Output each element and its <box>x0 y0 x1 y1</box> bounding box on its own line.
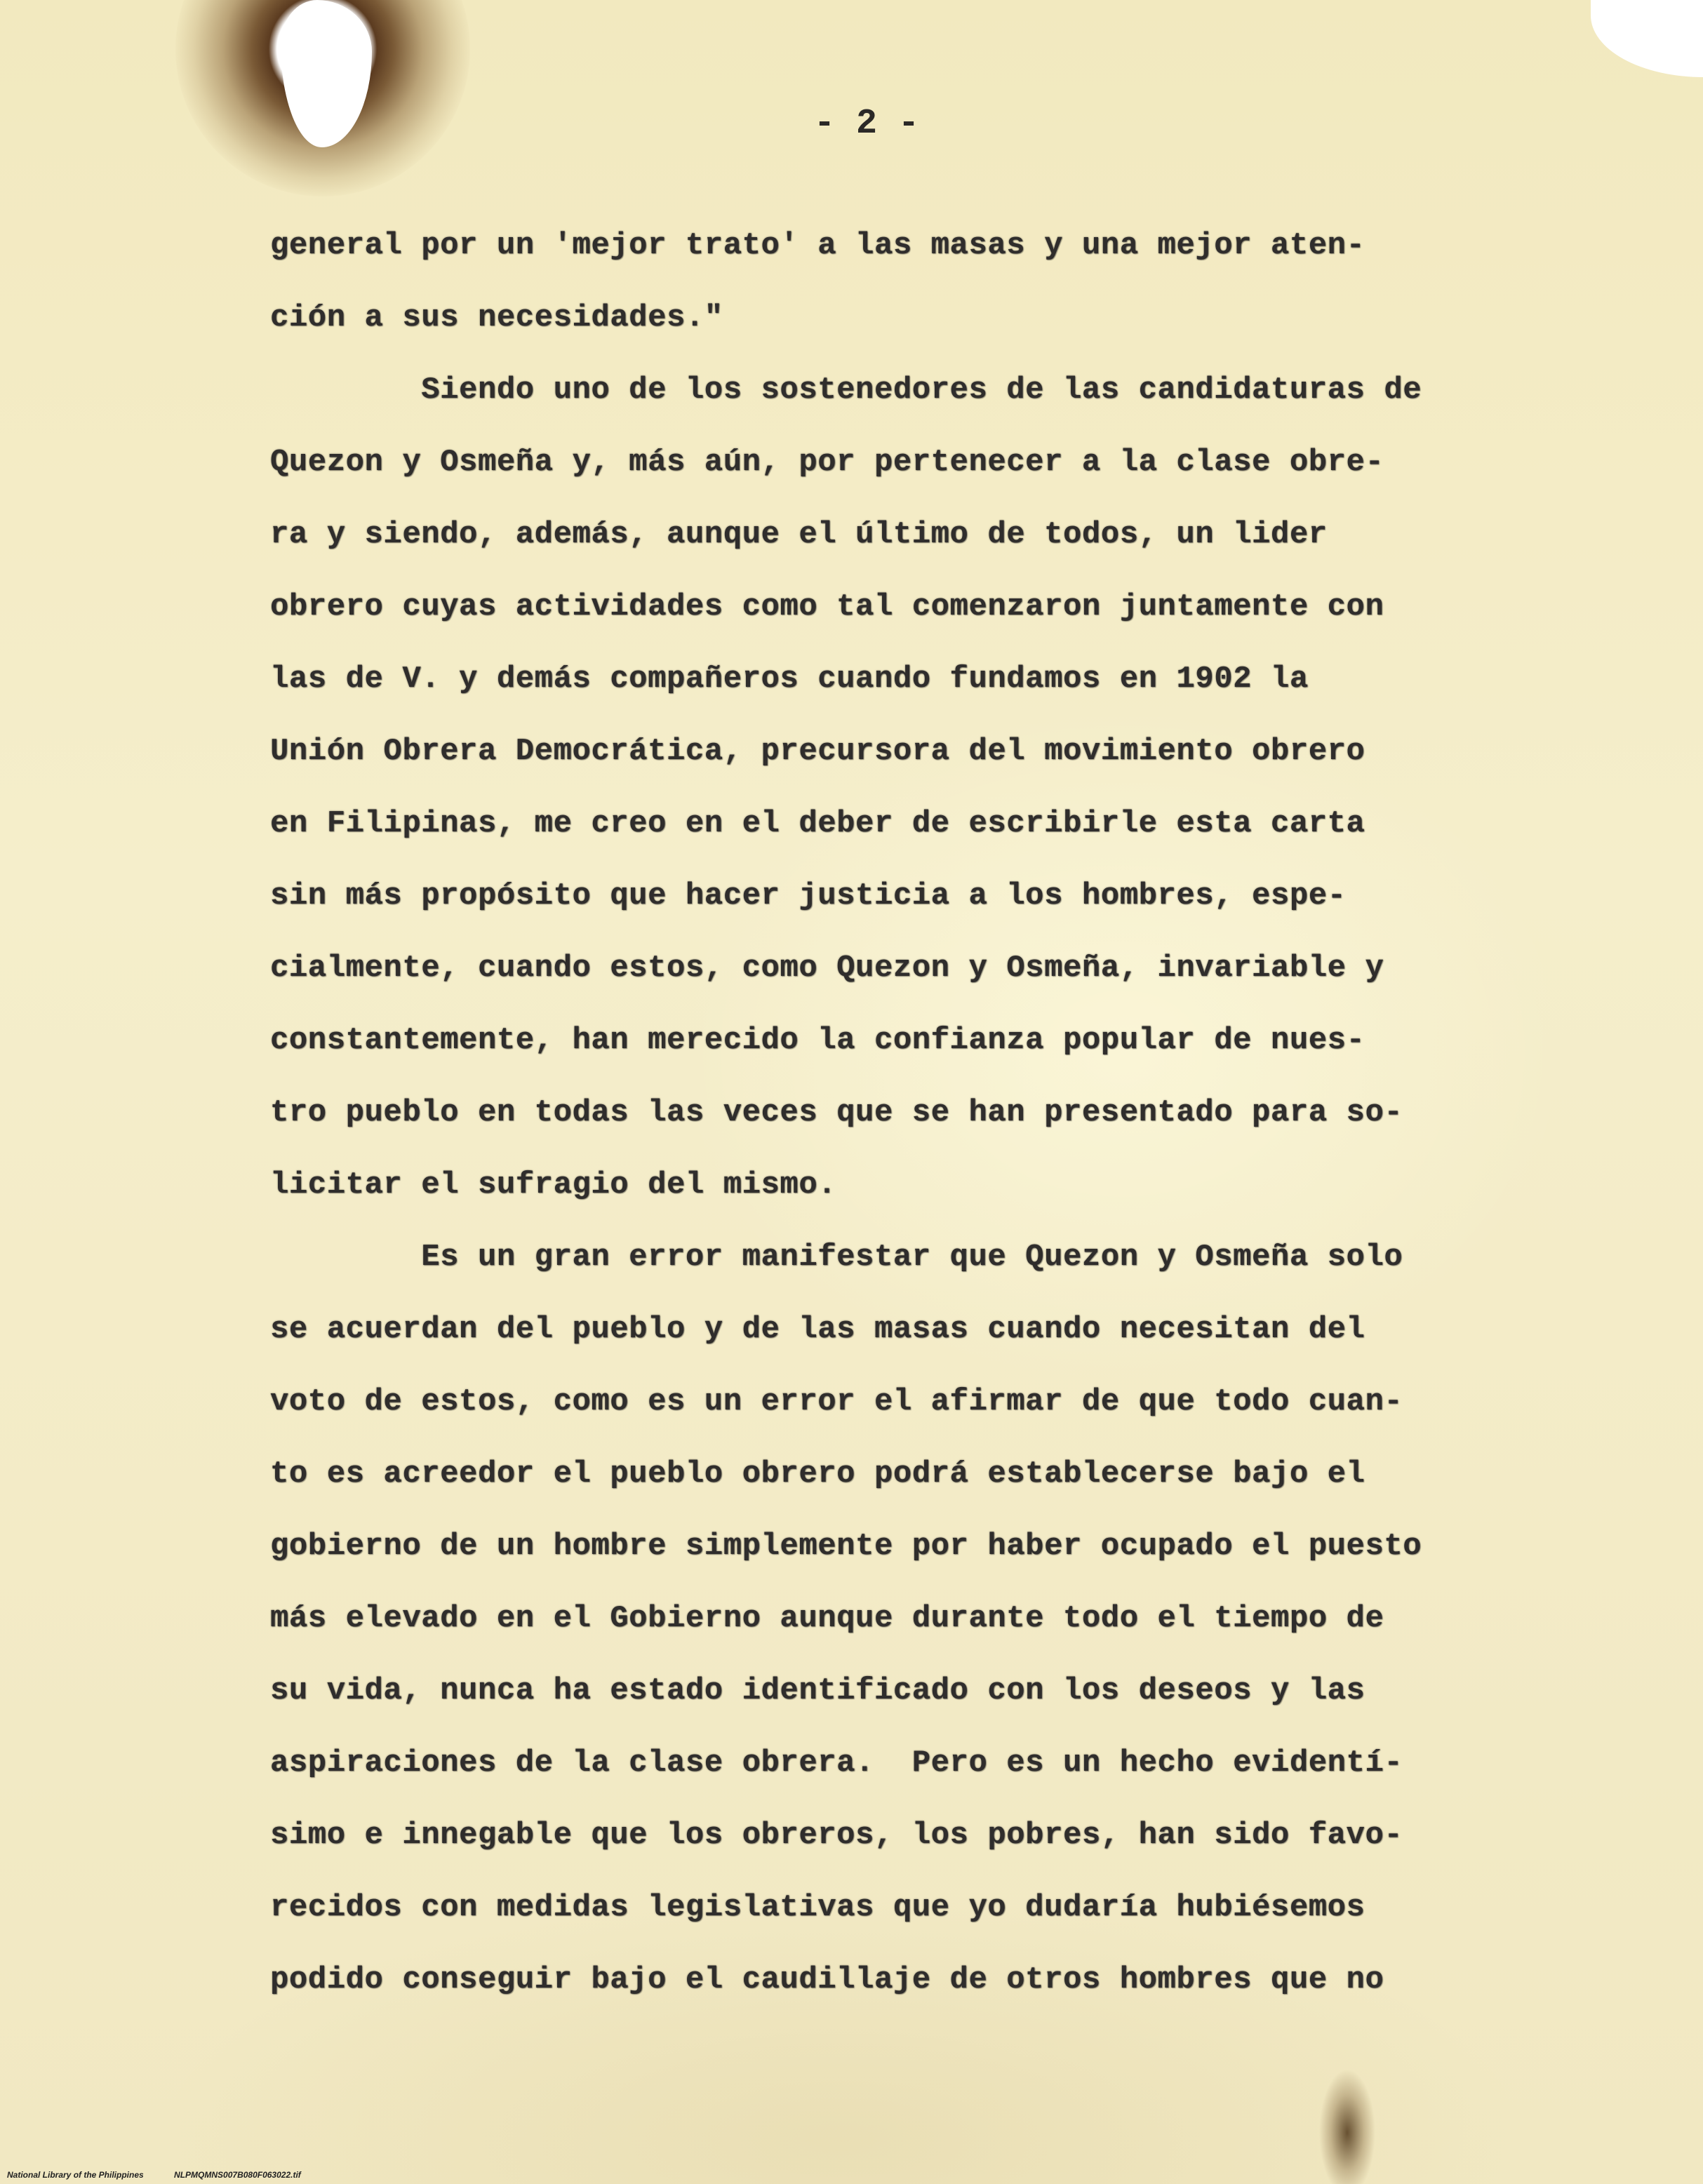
footer-file-id: NLPMQMNS007B080F063022.tif <box>174 2170 301 2180</box>
page-number: - 2 - <box>813 104 920 144</box>
footer-library: National Library of the Philippines <box>7 2170 144 2180</box>
text-line: to es acreedor el pueblo obrero podrá establecerse bajo el <box>270 1456 1365 1492</box>
torn-corner <box>1591 0 1703 77</box>
text-line: más elevado en el Gobierno aunque durante todo el tiempo de <box>270 1601 1384 1636</box>
text-line: Es un gran error manifestar que Quezon y Osmeña solo <box>270 1240 1403 1275</box>
archive-footer <box>7 2170 301 2180</box>
text-line: ra y siendo, además, aunque el último de todos, un lider <box>270 517 1328 552</box>
text-line: simo e innegable que los obreros, los pobres, han sido favo- <box>270 1818 1403 1853</box>
text-line: Unión Obrera Democrática, precursora del movimiento obrero <box>270 734 1365 769</box>
text-line: sin más propósito que hacer justicia a los hombres, espe- <box>270 878 1347 913</box>
stain-mark <box>1305 2056 1389 2184</box>
text-line: constantemente, han merecido la confianza popular de nues- <box>270 1023 1365 1058</box>
text-line: Quezon y Osmeña y, más aún, por pertenecer a la clase obre- <box>270 445 1384 480</box>
text-line: voto de estos, como es un error el afirmar de que todo cuan- <box>270 1384 1403 1419</box>
text-line: recidos con medidas legislativas que yo dudaría hubiésemos <box>270 1890 1365 1925</box>
text-line: aspiraciones de la clase obrera. Pero es un hecho evidentí- <box>270 1746 1403 1781</box>
text-line: obrero cuyas actividades como tal comenzaron juntamente con <box>270 589 1384 624</box>
text-line: ción a sus necesidades." <box>270 300 723 335</box>
text-line: licitar el sufragio del mismo. <box>270 1167 837 1202</box>
text-line: las de V. y demás compañeros cuando fundamos en 1902 la <box>270 662 1309 697</box>
text-line: cialmente, cuando estos, como Quezon y Osmeña, invariable y <box>270 951 1384 986</box>
text-line: gobierno de un hombre simplemente por haber ocupado el puesto <box>270 1529 1422 1564</box>
text-line: podido conseguir bajo el caudillaje de otros hombres que no <box>270 1962 1384 1997</box>
text-line: se acuerdan del pueblo y de las masas cuando necesitan del <box>270 1312 1365 1347</box>
text-line: su vida, nunca ha estado identificado con los deseos y las <box>270 1673 1365 1708</box>
text-line: Siendo uno de los sostenedores de las candidaturas de <box>270 373 1422 408</box>
text-line: en Filipinas, me creo en el deber de escribirle esta carta <box>270 806 1365 841</box>
typed-letter-body <box>270 223 1575 2030</box>
text-line: tro pueblo en todas las veces que se han presentado para so- <box>270 1095 1403 1130</box>
text-line: general por un 'mejor trato' a las masas y una mejor aten- <box>270 228 1365 263</box>
